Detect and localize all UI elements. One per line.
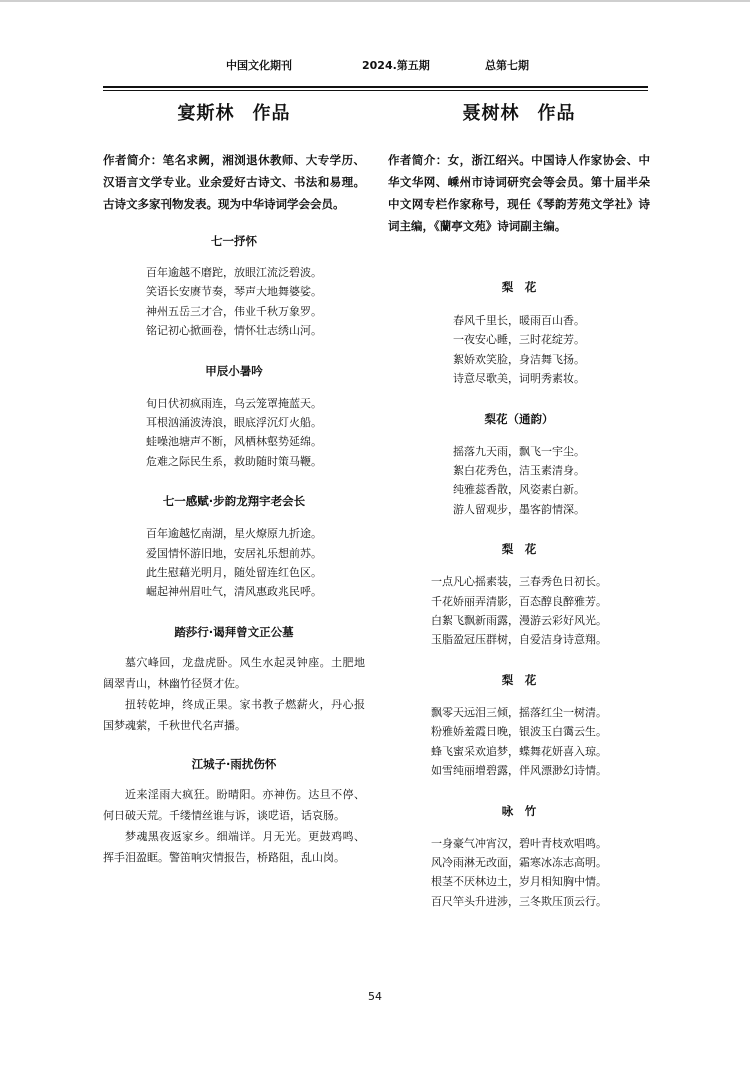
poem-line: 百年逾越忆南湖，星火燎原九折途。 [146, 527, 322, 541]
author-name: 宴斯林 [177, 103, 235, 124]
poem-line: 百尺竿头升进涉，三冬欺压顶云行。 [431, 894, 607, 908]
poem-line: 白絮飞飘新雨露，漫游云彩好风光。 [431, 614, 607, 628]
poem-line: 旬日伏初疯雨连，乌云笼罩掩蓝天。 [146, 396, 322, 410]
journal-name: 中国文化期刊 [226, 59, 292, 72]
right-column [388, 95, 650, 911]
poem-line: 粉雅娇羞霞日晚，银波玉白霭云生。 [431, 725, 607, 739]
poem-line: 飘零天远泪三倾，摇落红尘一树清。 [431, 705, 607, 719]
poem-body [388, 311, 650, 389]
poem-title: 踏莎行·谒拜曾文正公墓 [174, 624, 294, 639]
poem-line: 爱国情怀游旧地，安居礼乐想前苏。 [146, 546, 322, 560]
author-suffix: 作品 [252, 103, 291, 124]
poem-line: 春风千里长，暖雨百山香。 [453, 314, 585, 327]
author-suffix: 作品 [537, 103, 576, 124]
author-heading [103, 95, 365, 135]
poem-line: 诗意尽歌美，词明秀素妆。 [453, 372, 585, 386]
poem-body [103, 652, 365, 736]
running-header [0, 57, 750, 73]
total-issue-label: 总第七期 [485, 59, 529, 72]
poem-line: 蜂飞蜜采欢追梦，蝶舞花妍喜入琼。 [431, 744, 607, 758]
poem-body [103, 784, 365, 868]
poem-title: 七一抒怀 [211, 234, 257, 248]
poem-title: 梨花（通韵） [484, 411, 554, 426]
poem-title: 咏 竹 [501, 803, 537, 818]
poem-line: 一身豪气冲宵汉，碧叶青枝欢唱鸣。 [431, 836, 607, 850]
poem-line: 此生慰藉光明月，随处留连红色区。 [146, 566, 322, 580]
poem-body [388, 442, 650, 520]
issue-label: 2024.第五期 [362, 59, 430, 72]
poem-body [388, 572, 650, 650]
poem-line: 千花娇丽弄清影，百态醇良醉雅芳。 [431, 594, 607, 608]
poem-stanza: 扭转乾坤，终成正果。家书教子燃薪火，丹心报国梦魂萦，千秋世代名声播。 [103, 697, 365, 732]
poem-stanza: 墓穴峰回，龙盘虎卧。风生水起灵钟座。土肥地阔翠青山，林幽竹径贤才佐。 [103, 655, 365, 690]
poem-body [388, 834, 650, 912]
poem-line: 根茎不厌林边土，岁月相知胸中情。 [431, 875, 607, 889]
poem-line: 风冷雨淋无改面，霜寒冰冻志高明。 [431, 855, 607, 869]
poem-body [103, 524, 365, 602]
author-intro: 作者简介：女，浙江绍兴。中国诗人作家协会、中华文华网、嵊州市诗词研究会等会员。第十届半朵中文网专栏作家称号，现任《琴韵芳苑文学社》诗词主编，《蘭亭文苑》诗词副主编。 [388, 153, 650, 233]
poem-line: 百年逾越不磨跎，放眼江流泛碧波。 [146, 266, 322, 279]
poem-body [103, 263, 365, 341]
poem-line: 笑语长安赓节奏，琴声大地舞婆娑。 [146, 285, 322, 299]
poem-line: 游人留观步，墨客韵情深。 [453, 502, 585, 516]
poem-line: 铭记初心掀画卷，情怀壮志绣山河。 [146, 324, 322, 338]
poem-title: 梨 花 [501, 542, 537, 557]
poem-line: 危难之际民生系，救助随时策马鞭。 [146, 454, 322, 468]
left-column [103, 95, 365, 868]
poem-title: 七一感赋·步韵龙翔宇老会长 [162, 494, 306, 509]
poem-title: 甲辰小暑吟 [205, 363, 263, 378]
poem-title: 江城子·雨扰伤怀 [191, 756, 277, 771]
poem-line: 蛙噪池塘声不断，风栖林壑势延绵。 [146, 435, 322, 449]
poem-line: 絮白花秀色，洁玉素清身。 [453, 464, 585, 478]
poem-body [388, 703, 650, 781]
top-edge-line [0, 0, 750, 2]
poem-title: 梨 花 [501, 280, 537, 294]
poem-line: 摇落九天雨，飘飞一宇尘。 [453, 444, 585, 458]
poem-line: 一点凡心摇素装，三春秀色日初长。 [431, 575, 607, 589]
header-rule-thick [103, 86, 648, 88]
author-intro: 作者简介：笔名求阙，湘浏退休教师、大专学历、汉语言文学专业。业余爱好古诗文、书法和易理。古诗文多家刊物发表。现为中华诗词学会会员。 [103, 153, 365, 211]
poem-line: 崛起神州眉吐气，清风惠政兆民呼。 [146, 585, 322, 599]
header-rule-thin [103, 90, 648, 91]
page-number: 54 [368, 990, 382, 1003]
poem-stanza: 近来淫雨大疯狂。盼晴阳。亦神伤。达旦不停、何日破天荒。千缕情丝谁与诉，谈呓语，话哀肠。 [103, 787, 365, 822]
poem-title: 梨 花 [501, 672, 537, 687]
poem-line: 神州五岳三才合，伟业千秋万象罗。 [146, 304, 322, 318]
author-name: 聂树林 [462, 103, 520, 124]
poem-line: 纯雅蕊香散，风姿素白新。 [453, 483, 585, 497]
poem-line: 玉脂盈冠压群树，自爱洁身诗意翔。 [431, 633, 607, 647]
author-heading [388, 95, 650, 135]
poem-line: 如雪纯丽增碧露，伴风漂渺幻诗情。 [431, 764, 607, 778]
poem-stanza: 梦魂黑夜返家乡。细端详。月无光。更鼓鸡鸣、挥手泪盈眶。警笛响灾情报告，桥路阻，乱山岗。 [103, 829, 365, 864]
poem-line: 絮娇欢笑脸，身洁舞飞扬。 [453, 352, 585, 366]
poem-line: 耳根汹涌波涛浪，眼底浮沉灯火船。 [146, 416, 322, 430]
poem-line: 一夜安心睡，三时花绽芳。 [453, 333, 585, 347]
poem-body [103, 394, 365, 472]
